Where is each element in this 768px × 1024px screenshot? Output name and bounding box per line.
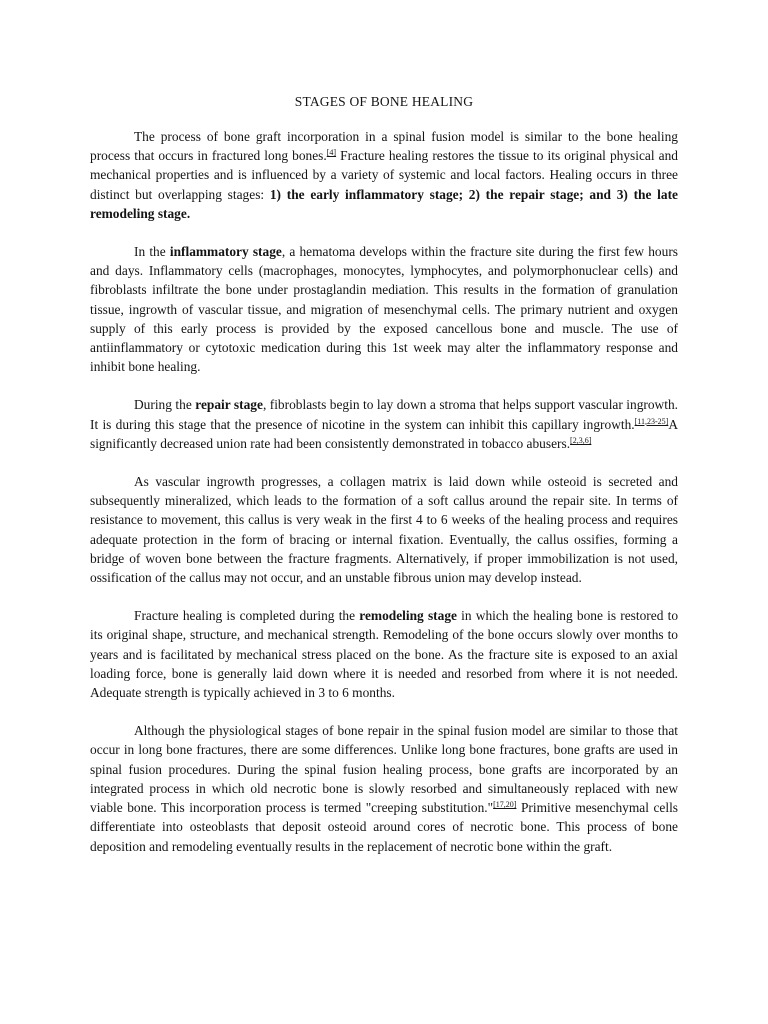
paragraph-text: Fracture healing restores the tissue to its original physical and mechanical properties and is influenced by a variety of systemic and local factors. Healing occurs in three distinct but overlapping stages: <box>90 148 678 202</box>
body-paragraph <box>90 127 678 223</box>
bold-term: inflammatory stage <box>169 244 282 260</box>
page-title: STAGES OF BONE HEALING <box>294 94 474 109</box>
citation-link[interactable]: [2,3,6] <box>570 435 592 445</box>
paragraph-text: During the <box>134 397 196 413</box>
paragraph-text: The process of bone graft incorporation in a spinal fusion model is similar to the bone healing process that occurs in fractured long bones. <box>90 129 678 164</box>
paragraph-text: As vascular ingrowth progresses, a collagen matrix is laid down while osteoid is secreted and subsequently mineralized, which leads to the formation of a soft callus around the repair site. In terms of resistance to movement, this callus is very weak in the first 4 to 6 weeks of the healing process and requires adequate protection in the form of bracing or internal fixation. Eventually, the callus ossifies, forming a bridge of woven bone between the fracture fragments. Alternatively, if proper immobilization is not used, ossification of the callus may not occur, and an unstable fibrous union may develop instead. <box>90 474 678 586</box>
bold-term: remodeling stage <box>359 608 457 624</box>
paragraph-text: In the <box>134 244 170 260</box>
paragraph-text: Although the physiological stages of bone repair in the spinal fusion model are similar to those that occur in long bone fractures, there are some differences. Unlike long bone fractures, bone grafts are used in spinal fusion procedures. During the spinal fusion healing process, bone grafts are incorporated by an integrated process in which old necrotic bone is slowly resorbed and simultaneously replaced with new viable bone. This incorporation process is termed "creeping substitution." <box>90 723 678 816</box>
bold-term: repair stage <box>195 397 263 413</box>
body-paragraph <box>90 606 678 702</box>
paragraph-text: A significantly decreased union rate had been consistently demonstrated in tobacco abusers. <box>90 416 678 451</box>
paragraph-text: Fracture healing is completed during the <box>134 608 360 624</box>
paragraph-text: in which the healing bone is restored to its original shape, structure, and mechanical strength. Remodeling of the bone occurs slowly over months to years and is facilitated by mechanical stress placed on the bone. As the fracture site is exposed to an axial loading force, bone is generally laid down where it is needed and resorbed from where it is not needed. Adequate strength is typically achieved in 3 to 6 months. <box>90 608 679 701</box>
bold-term: 1) the early inflammatory stage; 2) the repair stage; and 3) the late remodeling stage. <box>90 186 678 221</box>
citation-link[interactable]: [4] <box>326 148 337 158</box>
body-paragraph <box>90 721 678 855</box>
body-paragraph <box>90 242 678 376</box>
citation-link[interactable]: [11,23-25] <box>634 416 669 426</box>
body-paragraph <box>90 472 678 587</box>
document-body <box>90 127 678 856</box>
paragraph-text: Primitive mesenchymal cells differentiate into osteoblasts that deposit osteoid around cores of necrotic bone. This process of bone deposition and remodeling eventually results in the replacement of necrotic bone within the graft. <box>90 800 678 854</box>
body-paragraph <box>90 395 678 453</box>
citation-link[interactable]: [17,20] <box>493 800 517 810</box>
paragraph-text: , fibroblasts begin to lay down a stroma that helps support vascular ingrowth. It is during this stage that the presence of nicotine in the system can inhibit this capillary ingrowth. <box>90 397 678 432</box>
paragraph-text: , a hematoma develops within the fracture site during the first few hours and days. Inflammatory cells (macrophages, monocytes, lymphocytes, and polymorphonuclear cells) and fibroblasts infiltrate the bone under prostaglandin mediation. This results in the formation of granulation tissue, ingrowth of vascular tissue, and migration of mesenchymal cells. The primary nutrient and oxygen supply of this early process is provided by the exposed cancellous bone and muscle. The use of antiinflammatory or cytotoxic medication during this 1st week may alter the inflammatory response and inhibit bone healing. <box>90 244 678 375</box>
